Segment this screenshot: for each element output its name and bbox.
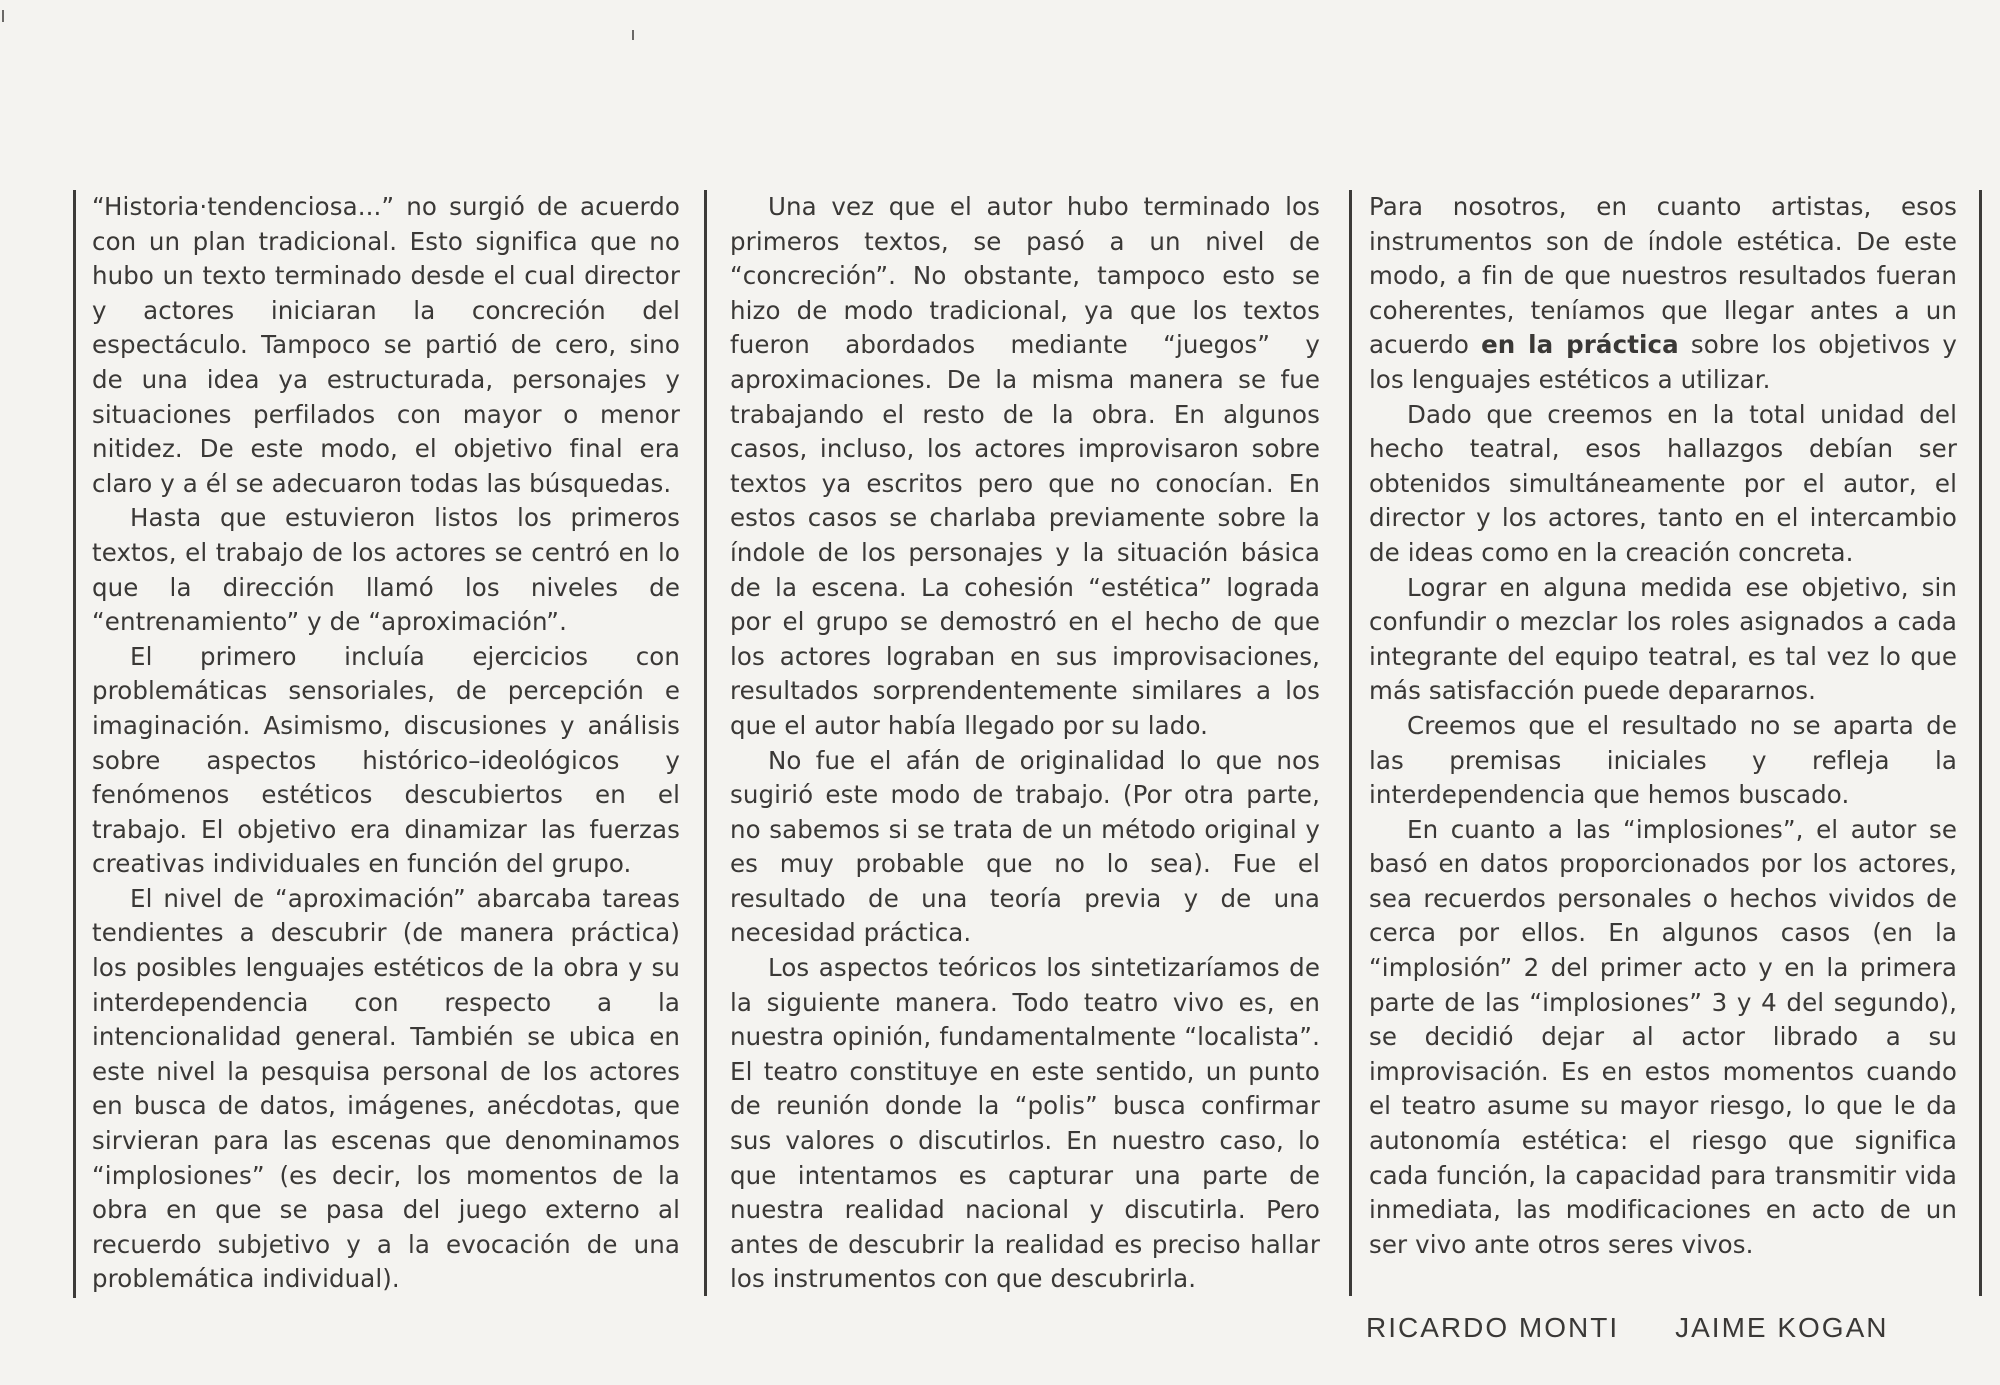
paragraph: El primero incluía ejercicios con problemáticas sensoriales, de percepción e imaginación. Asimismo, discusiones y análisis sobre aspectos histórico–ideológicos y fenómenos estéticos descubiertos en el trabajo. El objetivo era dinamizar las fuerzas creativas individuales en función del grupo. xyxy=(92,641,680,879)
text-column-2 xyxy=(730,190,1320,1297)
text-column-1 xyxy=(92,190,680,1297)
column-rule-left xyxy=(73,190,76,1298)
paragraph: Lograr en alguna medida ese objetivo, sin confundir o mezclar los roles asignados a cada integrante del equipo teatral, es tal vez lo que más satisfacción puede depararnos. xyxy=(1369,572,1957,706)
paragraph: Una vez que el autor hubo terminado los primeros textos, se pasó a un nivel de “concreción”. No obstante, tampoco esto se hizo de modo tradicional, ya que los textos fueron abordados mediante “juegos” y aproximaciones. De la misma manera se fue trabajando el resto de la obra. En algunos casos, incluso, los actores improvisaron sobre textos ya escritos pero que no conocían. En estos casos se charlaba previamente sobre la índole de los personajes y la situación básica de la escena. La cohesión “estética” lograda por el grupo se demostró en el hecho de que los actores lograban en sus improvisaciones, resultados sorprendentemente similares a los que el autor había llegado por su lado. xyxy=(730,192,1320,740)
margin-mark xyxy=(632,30,634,40)
signatures xyxy=(1366,1312,1888,1344)
paragraph: El nivel de “aproximación” abarcaba tareas tendientes a descubrir (de manera práctica) los posibles lenguajes estéticos de la obra y su interdependencia con respecto a la intencionalidad general. También se ubica en este nivel la pesquisa personal de los actores en busca de datos, imágenes, anécdotas, que sirvieran para las escenas que denominamos “implosiones” (es decir, los momentos de la obra en que se pasa del juego externo al recuerdo subjetivo y a la evocación de una problemática individual). xyxy=(92,883,680,1294)
column-rule-right xyxy=(1979,190,1982,1296)
paragraph: No fue el afán de originalidad lo que nos sugirió este modo de trabajo. (Por otra parte, no sabemos si se trata de un método original y es muy probable que no lo sea). Fue el resultado de una teoría previa y de una necesidad práctica. xyxy=(730,745,1320,948)
paragraph: Dado que creemos en la total unidad del hecho teatral, esos hallazgos debían ser obtenidos simultáneamente por el autor, el director y los actores, tanto en el intercambio de ideas como en la creación concreta. xyxy=(1369,399,1957,567)
margin-mark xyxy=(2,10,4,22)
paragraph: “Historia·tendenciosa...” no surgió de acuerdo con un plan tradicional. Esto significa que no hubo un texto terminado desde el cual director y actores iniciaran la concreción del espectáculo. Tampoco se partió de cero, sino de una idea ya estructurada, personajes y situaciones perfilados con mayor o menor nitidez. De este modo, el objetivo final era claro y a él se adecuaron todas las búsquedas. xyxy=(92,192,680,498)
text-column-3 xyxy=(1369,190,1957,1262)
author-signature: JAIME KOGAN xyxy=(1675,1312,1889,1343)
paragraph: Los aspectos teóricos los sintetizaríamos de la siguiente manera. Todo teatro vivo es, en nuestra opinión, fundamentalmente “localista”. El teatro constituye en este sentido, un punto de reunión donde la “polis” busca confirmar sus valores o discutirlos. En nuestro caso, lo que intentamos es capturar una parte de nuestra realidad nacional y discutirla. Pero antes de descubrir la realidad es preciso hallar los instrumentos con que descubrirla. xyxy=(730,953,1320,1294)
paragraph xyxy=(1369,190,1957,398)
paragraph: Hasta que estuvieron listos los primeros textos, el trabajo de los actores se centró en lo que la dirección llamó los niveles de “entrenamiento” y de “aproximación”. xyxy=(92,503,680,637)
paragraph-text: Para nosotros, en cuanto artistas, esos instrumentos son de índole estética. De este modo, a fin de que nuestros resultados fueran coherentes, teníamos que llegar antes a un acuerdo xyxy=(1369,192,1957,360)
paragraph-text: sobre los objetivos y los lenguajes estéticos a utilizar. xyxy=(1369,330,1957,394)
column-rule xyxy=(1349,190,1352,1296)
column-rule xyxy=(704,190,707,1296)
emphasis-text: en la práctica xyxy=(1481,330,1679,360)
author-signature: RICARDO MONTI xyxy=(1366,1312,1620,1343)
paragraph: En cuanto a las “implosiones”, el autor se basó en datos proporcionados por los actores, sea recuerdos personales o hechos vividos de cerca por ellos. En algunos casos (en la “implosión” 2 del primer acto y en la primera parte de las “implosiones” 3 y 4 del segundo), se decidió dejar al actor librado a su improvisación. Es en estos momentos cuando el teatro asume su mayor riesgo, lo que le da autonomía estética: el riesgo que significa cada función, la capacidad para transmitir vida inmediata, las modificaciones en acto de un ser vivo ante otros seres vivos. xyxy=(1369,814,1957,1259)
paragraph: Creemos que el resultado no se aparta de las premisas iniciales y refleja la interdependencia que hemos buscado. xyxy=(1369,710,1957,810)
